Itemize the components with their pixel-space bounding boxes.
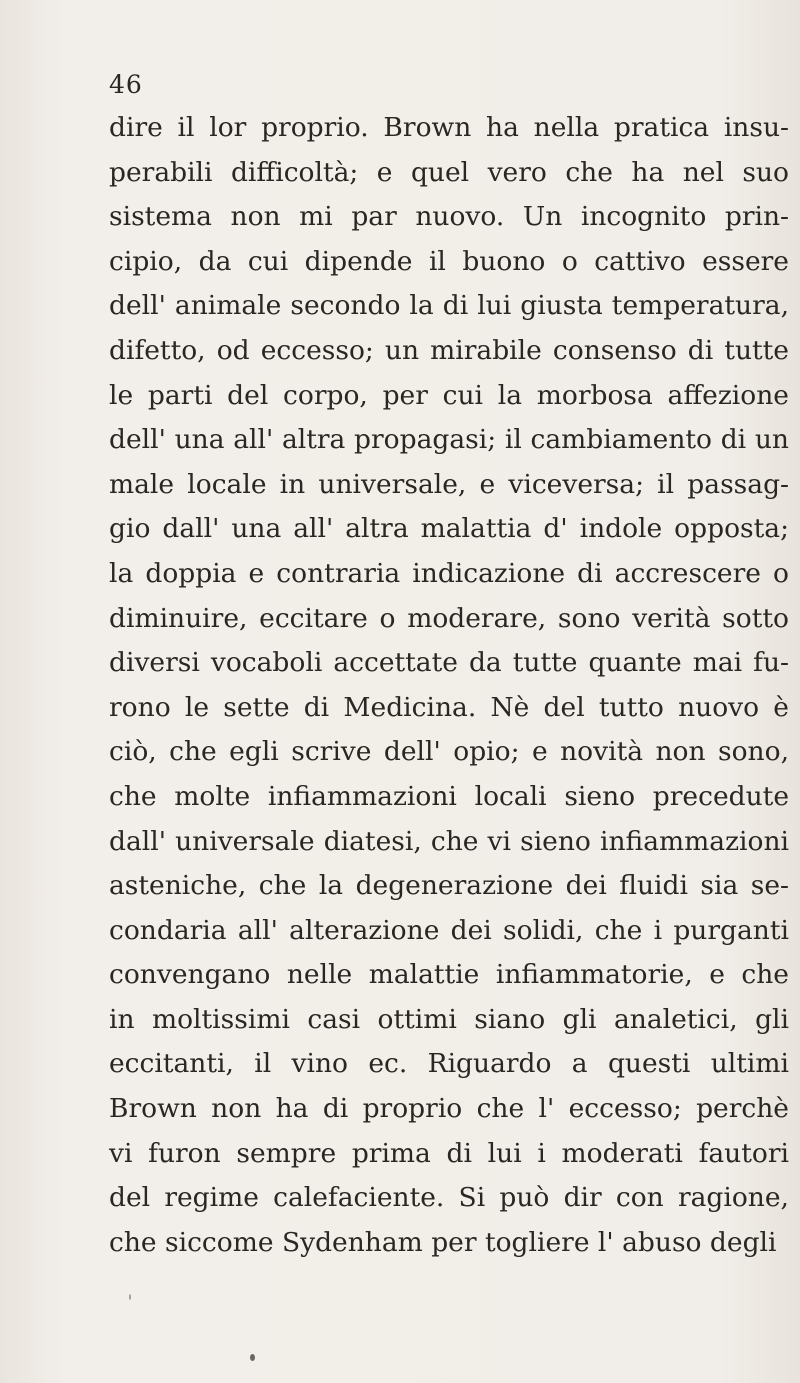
text-line: vi furon sempre prima di lui i moderati fautori — [109, 1137, 789, 1169]
text-line: ciò, che egli scrive dell' opio; e novità non sono, — [109, 736, 789, 768]
text-line: diminuire, eccitare o moderare, sono verità sotto — [109, 602, 789, 634]
text-line: le parti del corpo, per cui la morbosa affezione — [109, 379, 789, 411]
body-text — [109, 106, 789, 1265]
text-line: eccitanti, il vino ec. Riguardo a questi ultimi — [109, 1048, 789, 1080]
text-line: male locale in universale, e viceversa; il passag- — [109, 468, 789, 500]
text-line: rono le sette di Medicina. Nè del tutto nuovo è — [109, 691, 789, 723]
text-line: diversi vocaboli accettate da tutte quante mai fu- — [109, 647, 789, 679]
paper-speck — [250, 1354, 255, 1361]
text-line: dell' una all' altra propagasi; il cambiamento di un — [109, 424, 789, 456]
text-line: la doppia e contraria indicazione di accrescere o — [109, 557, 789, 589]
text-line: convengano nelle malattie infiammatorie, e che — [109, 959, 789, 991]
text-line: dire il lor proprio. Brown ha nella pratica insu- — [109, 112, 789, 143]
text-line: Brown non ha di proprio che l' eccesso; perchè — [109, 1093, 789, 1125]
paper-speck — [129, 1294, 131, 1300]
text-line: difetto, od eccesso; un mirabile consenso di tutte — [109, 334, 789, 366]
text-line: perabili difficoltà; e quel vero che ha nel suo — [109, 156, 789, 188]
page-number: 46 — [109, 70, 143, 99]
text-line: dall' universale diatesi, che vi sieno infiammazioni — [109, 825, 789, 857]
text-line: asteniche, che la degenerazione dei fluidi sia se- — [109, 870, 789, 902]
text-line: che molte infiammazioni locali sieno precedute — [109, 780, 789, 812]
text-line: dell' animale secondo la di lui giusta temperatura, — [109, 290, 789, 322]
text-line: sistema non mi par nuovo. Un incognito prin- — [109, 201, 789, 233]
text-line: che siccome Sydenham per togliere l' abuso degli — [109, 1226, 777, 1258]
text-line: in moltissimi casi ottimi siano gli analetici, gli — [109, 1003, 789, 1035]
text-line: cipio, da cui dipende il buono o cattivo essere — [109, 245, 789, 277]
text-line: gio dall' una all' altra malattia d' indole opposta; — [109, 513, 789, 545]
text-line: del regime calefaciente. Si può dir con ragione, — [109, 1182, 789, 1214]
text-line: condaria all' alterazione dei solidi, che i purganti — [109, 914, 789, 946]
